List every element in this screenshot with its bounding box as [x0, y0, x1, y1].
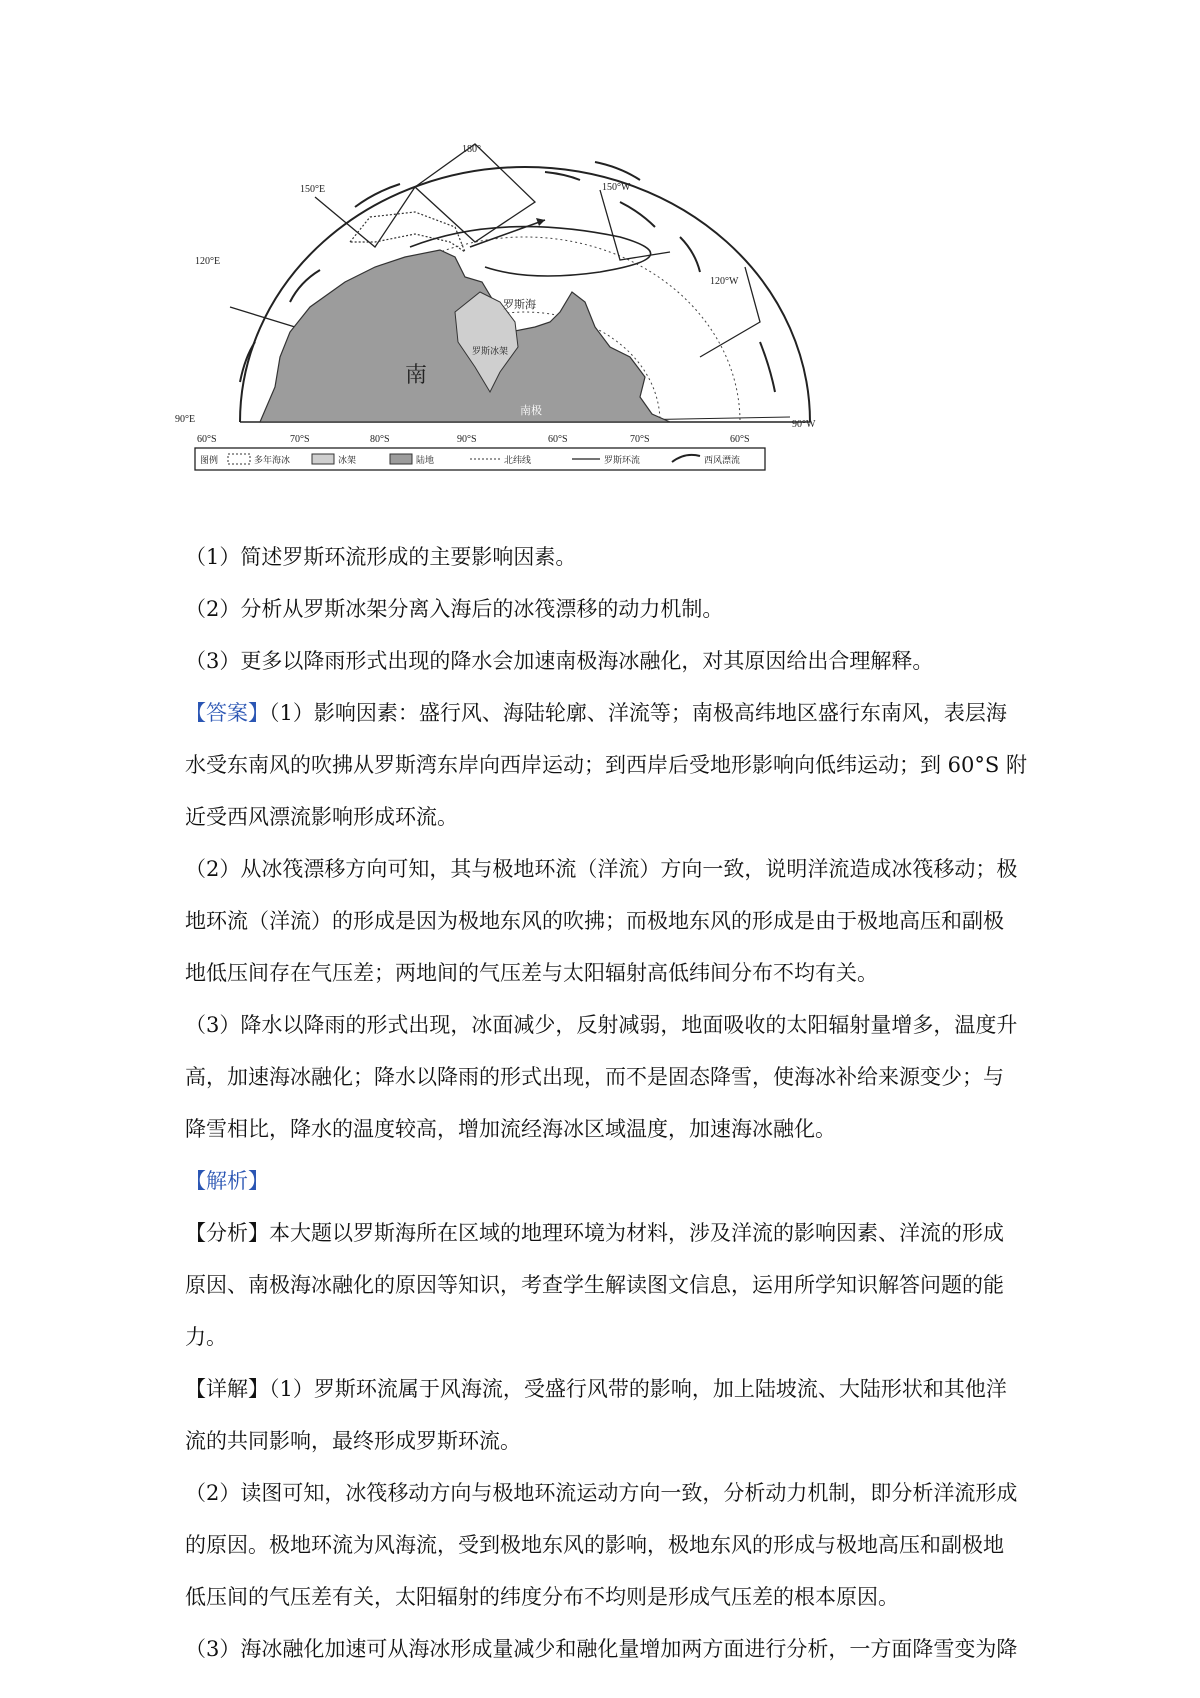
question-2: （2）分析从罗斯冰架分离入海后的冰筏漂移的动力机制。 — [185, 597, 724, 621]
analysis-fenxi — [185, 1207, 1027, 1363]
analysis-line: 【详解】（1）罗斯环流属于风海流，受盛行风带的影响，加上陆坡流、大陆形状和其他洋 — [185, 1377, 1007, 1401]
lon-label-120e: 120°E — [195, 256, 221, 267]
answer-line: 高，加速海冰融化；降水以降雨的形式出现，而不是固态降雪，使海冰补给来源变少；与 — [185, 1065, 1004, 1089]
legend-swatch-ice-shelf — [312, 454, 334, 464]
analysis-line: 【分析】本大题以罗斯海所在区域的地理环境为材料，涉及洋流的影响因素、洋流的形成 — [185, 1221, 1004, 1245]
answer-part-1 — [185, 687, 1027, 843]
analysis-tag: 【解析】 — [185, 1169, 269, 1193]
legend-label-ice-shelf: 冰架 — [338, 456, 357, 466]
lat-label: 70°S — [290, 434, 310, 445]
legend-label-sea-ice: 多年海冰 — [254, 456, 291, 466]
legend-label-ross-gyre: 罗斯环流 — [604, 456, 641, 466]
analysis-line: 低压间的气压差有关，太阳辐射的纬度分布不均则是形成气压差的根本原因。 — [185, 1585, 899, 1609]
lat-label: 60°S — [548, 434, 568, 445]
multi-year-sea-ice — [350, 212, 465, 252]
question-3: （3）更多以降雨形式出现的降水会加速南极海冰融化，对其原因给出合理解释。 — [185, 649, 934, 673]
analysis-line: 力。 — [185, 1325, 227, 1349]
west-wind-drift-arrow — [620, 202, 655, 227]
lat-label: 80°S — [370, 434, 390, 445]
lat-label: 60°S — [197, 434, 217, 445]
analysis-line: （3）海冰融化加速可从海冰形成量减少和融化量增加两方面进行分析，一方面降雪变为降 — [185, 1637, 1018, 1661]
place-label-antarctica: 南极 — [520, 404, 542, 417]
answer-line: 水受东南风的吹拂从罗斯湾东岸向西岸运动；到西岸后受地形影响向低纬运动；到 60°S 附 — [185, 753, 1027, 777]
lon-label-150w: 150°W — [602, 182, 631, 193]
answer-line: （1）影响因素：盛行风、海陆轮廓、洋流等；南极高纬地区盛行东南风，表层海 — [269, 701, 1007, 725]
legend-label-lat-line: 北纬线 — [504, 456, 532, 466]
lon-label-150e: 150°E — [300, 184, 326, 195]
lat-label: 60°S — [730, 434, 750, 445]
answer-line: 地低压间存在气压差；两地间的气压差与太阳辐射高低纬间分布不均有关。 — [185, 961, 878, 985]
west-wind-drift-arrow — [680, 237, 700, 272]
ross-sea-map-figure — [175, 142, 845, 524]
meridian-line-150w — [600, 190, 670, 260]
analysis-xiangjie-3 — [185, 1623, 1027, 1675]
answer-line: 地环流（洋流）的形成是因为极地东风的吹拂；而极地东风的形成是由于极地高压和副极 — [185, 909, 1004, 933]
legend-label-west-wind-drift: 西风漂流 — [704, 456, 741, 466]
analysis-xiangjie-1 — [185, 1363, 1027, 1467]
analysis-line: 流的共同影响，最终形成罗斯环流。 — [185, 1429, 521, 1453]
lon-label-180: 180° — [462, 144, 481, 155]
west-wind-drift-arrow — [760, 342, 775, 392]
place-label-south: 南 — [405, 363, 428, 388]
legend-swatch-land — [390, 454, 412, 464]
legend-label-land: 陆地 — [416, 456, 435, 466]
lat-label: 70°S — [630, 434, 650, 445]
legend-swatch-west-wind-drift — [672, 455, 700, 462]
answer-line: （2）从冰筏漂移方向可知，其与极地环流（洋流）方向一致，说明洋流造成冰筏移动；极 — [185, 857, 1018, 881]
analysis-line: 的原因。极地环流为风海流，受到极地东风的影响，极地东风的形成与极地高压和副极地 — [185, 1533, 1004, 1557]
legend-title: 图例 — [200, 456, 219, 466]
west-wind-drift-arrow — [545, 172, 580, 180]
west-wind-drift-arrow — [290, 270, 320, 302]
analysis-xiangjie-2 — [185, 1467, 1027, 1623]
answer-line: 降雪相比，降水的温度较高，增加流经海冰区域温度，加速海冰融化。 — [185, 1117, 836, 1141]
answer-part-2 — [185, 843, 1027, 999]
answer-part-3 — [185, 999, 1027, 1155]
analysis-line: （2）读图可知，冰筏移动方向与极地环流运动方向一致，分析动力机制，即分析洋流形成 — [185, 1481, 1018, 1505]
answer-line: 近受西风漂流影响形成环流。 — [185, 805, 458, 829]
place-label-ross-sea: 罗斯海 — [503, 298, 536, 311]
place-label-ross-ice-shelf: 罗斯冰架 — [472, 347, 509, 357]
lon-label-90w: 90°W — [792, 419, 816, 430]
raft-drift-arrow — [470, 220, 545, 247]
lon-label-90e: 90°E — [175, 414, 196, 425]
lat-label: 90°S — [457, 434, 477, 445]
answer-tag: 【答案】 — [185, 701, 269, 725]
lon-label-120w: 120°W — [710, 276, 739, 287]
question-1: （1）简述罗斯环流形成的主要影响因素。 — [185, 545, 577, 569]
answer-line: （3）降水以降雨的形式出现，冰面减少，反射减弱，地面吸收的太阳辐射量增多，温度升 — [185, 1013, 1018, 1037]
document-body — [185, 531, 1027, 1675]
legend-swatch-sea-ice — [228, 454, 250, 464]
analysis-line: 原因、南极海冰融化的原因等知识，考查学生解读图文信息，运用所学知识解答问题的能 — [185, 1273, 1004, 1297]
meridian-line-150e — [315, 187, 415, 247]
